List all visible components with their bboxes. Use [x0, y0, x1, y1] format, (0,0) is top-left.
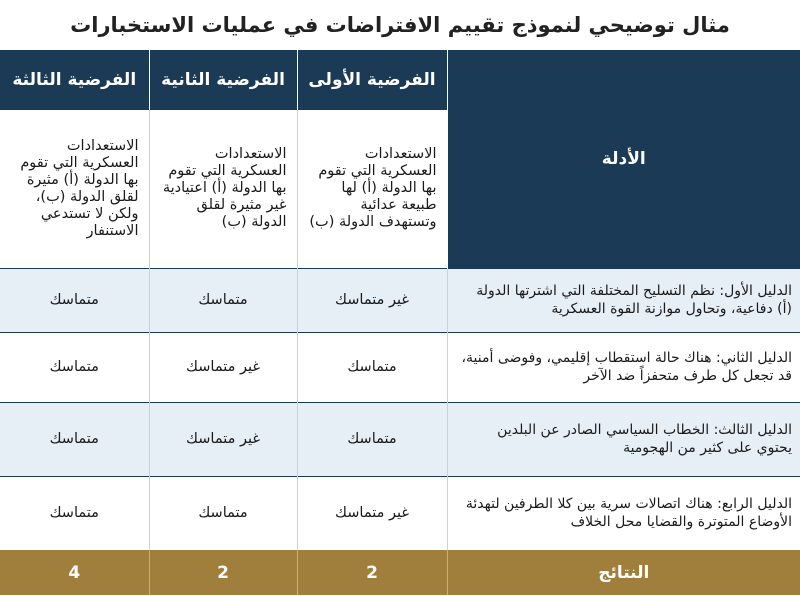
- evidence-4-h2-value: متماسك: [149, 476, 297, 550]
- evidence-4-h1-value: غير متماسك: [297, 476, 447, 550]
- results-row: [0, 550, 800, 595]
- evidence-1-text: الدليل الأول: نظم التسليح المختلفة التي اشترتها الدولة (أ) دفاعية، وتحاول موازنة القوة العسكرية: [447, 268, 800, 332]
- table-row: [0, 268, 800, 332]
- evidence-1-h1-value: غير متماسك: [297, 268, 447, 332]
- evidence-3-h2-value: غير متماسك: [149, 402, 297, 476]
- evidence-2-h2-value: غير متماسك: [149, 332, 297, 402]
- table-row: [0, 332, 800, 402]
- results-h1-value: 2: [297, 550, 447, 595]
- evidence-4-h3-value: متماسك: [0, 476, 149, 550]
- page-title: مثال توضيحي لنموذج تقييم الافتراضات في عمليات الاستخبارات: [70, 13, 730, 37]
- header-row: [0, 50, 800, 110]
- evidence-header: الأدلة: [447, 50, 800, 268]
- evidence-3-h3-value: متماسك: [0, 402, 149, 476]
- results-h2-value: 2: [149, 550, 297, 595]
- results-h3-value: 4: [0, 550, 149, 595]
- hypothesis-2-description: الاستعدادات العسكرية التي تقوم بها الدولة (أ) اعتيادية غير مثيرة لقلق الدولة (ب): [149, 110, 297, 268]
- evidence-1-h3-value: متماسك: [0, 268, 149, 332]
- hypothesis-1-header: الفرضية الأولى: [297, 50, 447, 110]
- evidence-2-h1-value: متماسك: [297, 332, 447, 402]
- table-row: [0, 402, 800, 476]
- hypothesis-2-header: الفرضية الثانية: [149, 50, 297, 110]
- evidence-4-text: الدليل الرابع: هناك اتصالات سرية بين كلا الطرفين لتهدئة الأوضاع المتوترة والقضايا محل الخلاف: [447, 476, 800, 550]
- hypotheses-table: [0, 50, 800, 595]
- results-label: النتائج: [447, 550, 800, 595]
- evidence-2-h3-value: متماسك: [0, 332, 149, 402]
- table-row: [0, 476, 800, 550]
- evidence-3-text: الدليل الثالث: الخطاب السياسي الصادر عن البلدين يحتوي على كثير من الهجومية: [447, 402, 800, 476]
- evidence-3-h1-value: متماسك: [297, 402, 447, 476]
- evidence-2-text: الدليل الثاني: هناك حالة استقطاب إقليمي، وفوضى أمنية، قد تجعل كل طرف متحفزاً ضد الآخر: [447, 332, 800, 402]
- hypothesis-1-description: الاستعدادات العسكرية التي تقوم بها الدولة (أ) لها طبيعة عدائية وتستهدف الدولة (ب): [297, 110, 447, 268]
- evidence-1-h2-value: متماسك: [149, 268, 297, 332]
- hypothesis-3-description: الاستعدادات العسكرية التي تقوم بها الدولة (أ) مثيرة لقلق الدولة (ب)، ولكن لا تستدعي الاستنفار: [0, 110, 149, 268]
- hypothesis-3-header: الفرضية الثالثة: [0, 50, 149, 110]
